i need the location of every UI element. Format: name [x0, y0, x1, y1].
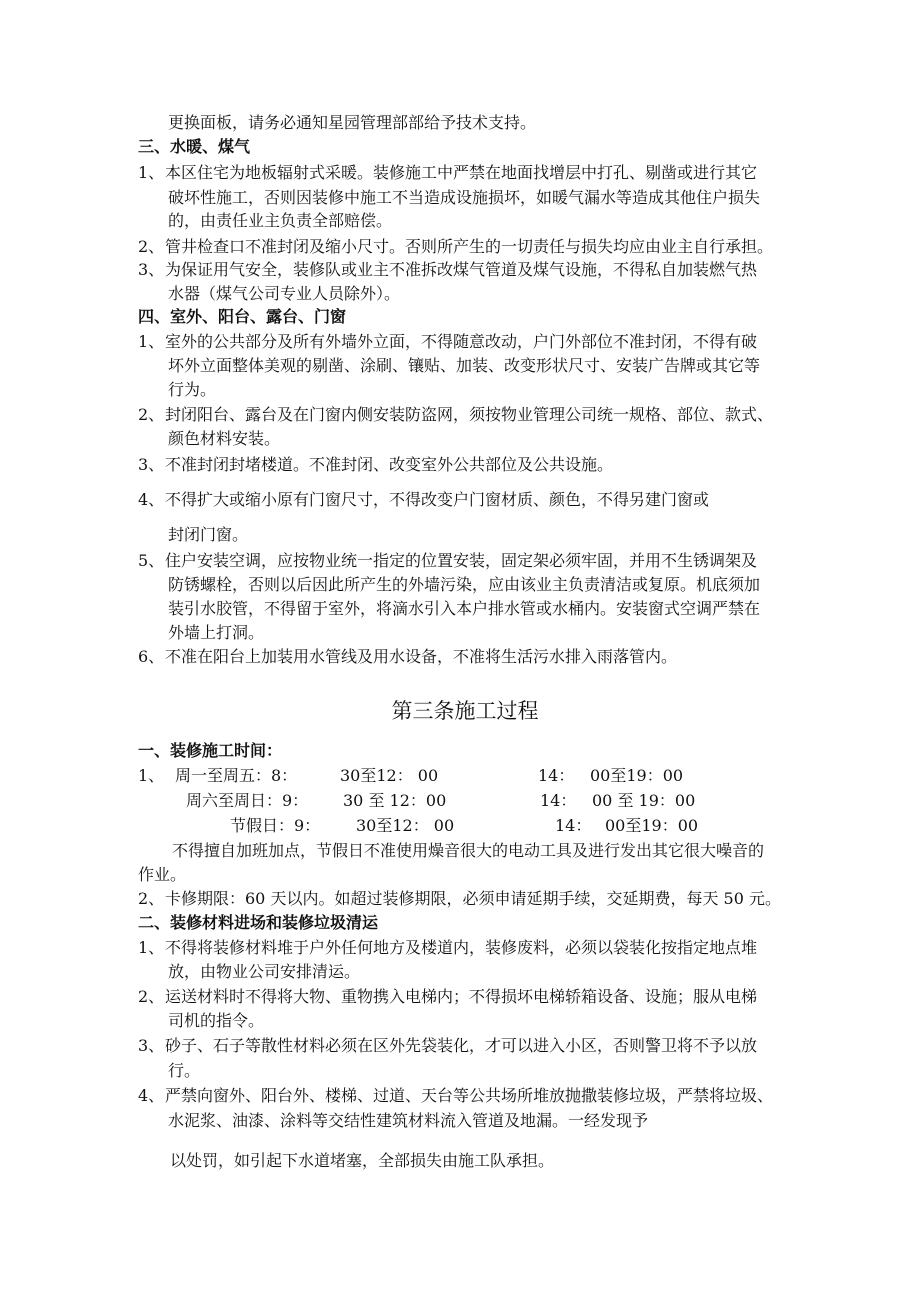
list-item-line: 卡修期限：60 天以内。如超过装修期限，必须申请延期手续，交延期费，每天 50 元。: [165, 889, 781, 908]
list-number: 2、: [138, 889, 165, 908]
list-number: 2、: [138, 987, 165, 1006]
schedule-afternoon-end: 00至19：00: [605, 816, 699, 835]
schedule-day: 节假日：9：: [230, 816, 321, 835]
list-item-line: 防锈螺栓，否则以后因此所产生的外墙污染，应由该业主负责清洁或复原。机底须加: [168, 575, 761, 594]
list-item-line: 行。: [168, 1061, 201, 1080]
list-item-line: 住户安装空调，应按物业统一指定的位置安装，固定架必须牢固，并用不生锈调架及: [165, 551, 758, 570]
paragraph-continuation: 更换面板，请务必通知星园管理部部给予技术支持。: [168, 113, 537, 132]
note-line: 作业。: [138, 865, 187, 884]
list-number: 4、: [138, 1086, 165, 1105]
schedule-afternoon-start: 14：: [555, 816, 592, 835]
schedule-day: 周六至周日：9：: [186, 791, 309, 810]
note-line: 不得擅自加班加点，节假日不准使用燥音很大的电动工具及进行发出其它很大噪音的: [172, 841, 765, 860]
list-item-line: 以处罚，如引起下水道堵塞，全部损失由施工队承担。: [170, 1151, 555, 1170]
list-item-line: 为保证用气安全，装修队或业主不准拆改煤气管道及煤气设施，不得私自加装燃气热: [165, 260, 758, 279]
list-item-line: 本区住宅为地板辐射式采暖。装修施工中严禁在地面找增层中打孔、剔凿或进行其它: [165, 163, 758, 182]
schedule-day: 周一至周五：8：: [175, 766, 298, 785]
list-number: 3、: [138, 455, 165, 474]
list-item-line: 破坏性施工，否则因装修中施工不当造成设施损坏，如暖气漏水等造成其他住户损失: [168, 188, 761, 207]
subsection-heading-work-hours: 一、装修施工时间：: [138, 741, 283, 760]
schedule-afternoon-end: 00至19：00: [590, 766, 684, 785]
list-number: 6、: [138, 647, 165, 666]
list-item-line: 水泥浆、油漆、涂料等交结性建筑材料流入管道及地漏。一经发现予: [168, 1111, 649, 1130]
list-item-line: 不准封闭封堵楼道。不准封闭、改变室外公共部位及公共设施。: [165, 455, 614, 474]
list-item-line: 司机的指令。: [168, 1011, 265, 1030]
list-number: 2、: [138, 237, 165, 256]
list-item-line: 装引水胶管，不得留于室外，将滴水引入本户排水管或水桶内。安装窗式空调严禁在: [168, 599, 761, 618]
list-item-line: 放，由物业公司安排清运。: [168, 962, 361, 981]
list-item-line: 坏外立面整体美观的剔凿、涂刷、镶贴、加装、改变形状尺寸、安装广告牌或其它等: [168, 356, 761, 375]
list-number: 2、: [138, 405, 165, 424]
list-item-line: 水器（煤气公司专业人员除外）。: [168, 284, 401, 303]
list-number: 4、: [138, 490, 165, 509]
list-item-line: 外墙上打洞。: [168, 623, 265, 642]
list-item-line: 颜色材料安装。: [168, 429, 281, 448]
list-item-line: 封闭阳台、露台及在门窗内侧安装防盗网，须按物业管理公司统一规格、部位、款式、: [165, 405, 774, 424]
schedule-afternoon-start: 14：: [540, 791, 577, 810]
schedule-morning: 30至12： 00: [356, 816, 455, 835]
list-item-line: 的，由责任业主负责全部赔偿。: [168, 211, 393, 230]
list-item-line: 运送材料时不得将大物、重物携入电梯内；不得损坏电梯轿箱设备、设施；服从电梯: [165, 987, 758, 1006]
list-number: 5、: [138, 551, 165, 570]
list-item-line: 封闭门窗。: [168, 525, 249, 544]
list-number: 1、: [138, 163, 165, 182]
schedule-morning: 30 至 12：00: [343, 791, 447, 810]
list-number: 3、: [138, 260, 165, 279]
list-item-line: 室外的公共部分及所有外墙外立面，不得随意改动，户门外部位不准封闭，不得有破: [165, 332, 758, 351]
list-item-line: 不得扩大或缩小原有门窗尺寸，不得改变户门窗材质、颜色，不得另建门窗或: [165, 490, 710, 509]
list-item-line: 砂子、石子等散性材料必须在区外先袋装化，才可以进入小区，否则警卫将不予以放: [165, 1036, 758, 1055]
schedule-morning: 30至12： 00: [340, 766, 439, 785]
list-item-line: 行为。: [168, 380, 217, 399]
schedule-afternoon-start: 14：: [538, 766, 575, 785]
list-item-line: 不得将装修材料堆于户外任何地方及楼道内，装修废料，必须以袋装化按指定地点堆: [165, 938, 758, 957]
list-item-line: 不准在阳台上加装用水管线及用水设备，不准将生活污水排入雨落管内。: [165, 647, 678, 666]
list-number: 1、: [138, 766, 165, 785]
section-heading-exterior: 四、室外、阳台、露台、门窗: [138, 307, 347, 326]
subsection-heading-materials-waste: 二、装修材料进场和装修垃圾清运: [138, 913, 379, 932]
list-item-line: 严禁向窗外、阳台外、楼梯、过道、天台等公共场所堆放抛撒装修垃圾，严禁将垃圾、: [165, 1086, 774, 1105]
schedule-afternoon-end: 00 至 19：00: [592, 791, 696, 810]
list-number: 3、: [138, 1036, 165, 1055]
list-number: 1、: [138, 332, 165, 351]
section-heading-plumbing-gas: 三、水暖、煤气: [138, 137, 251, 156]
list-item-line: 管井检查口不准封闭及缩小尺寸。否则所产生的一切责任与损失均应由业主自行承担。: [165, 237, 774, 256]
article-title: 第三条施工过程: [391, 699, 539, 723]
list-number: 1、: [138, 938, 165, 957]
